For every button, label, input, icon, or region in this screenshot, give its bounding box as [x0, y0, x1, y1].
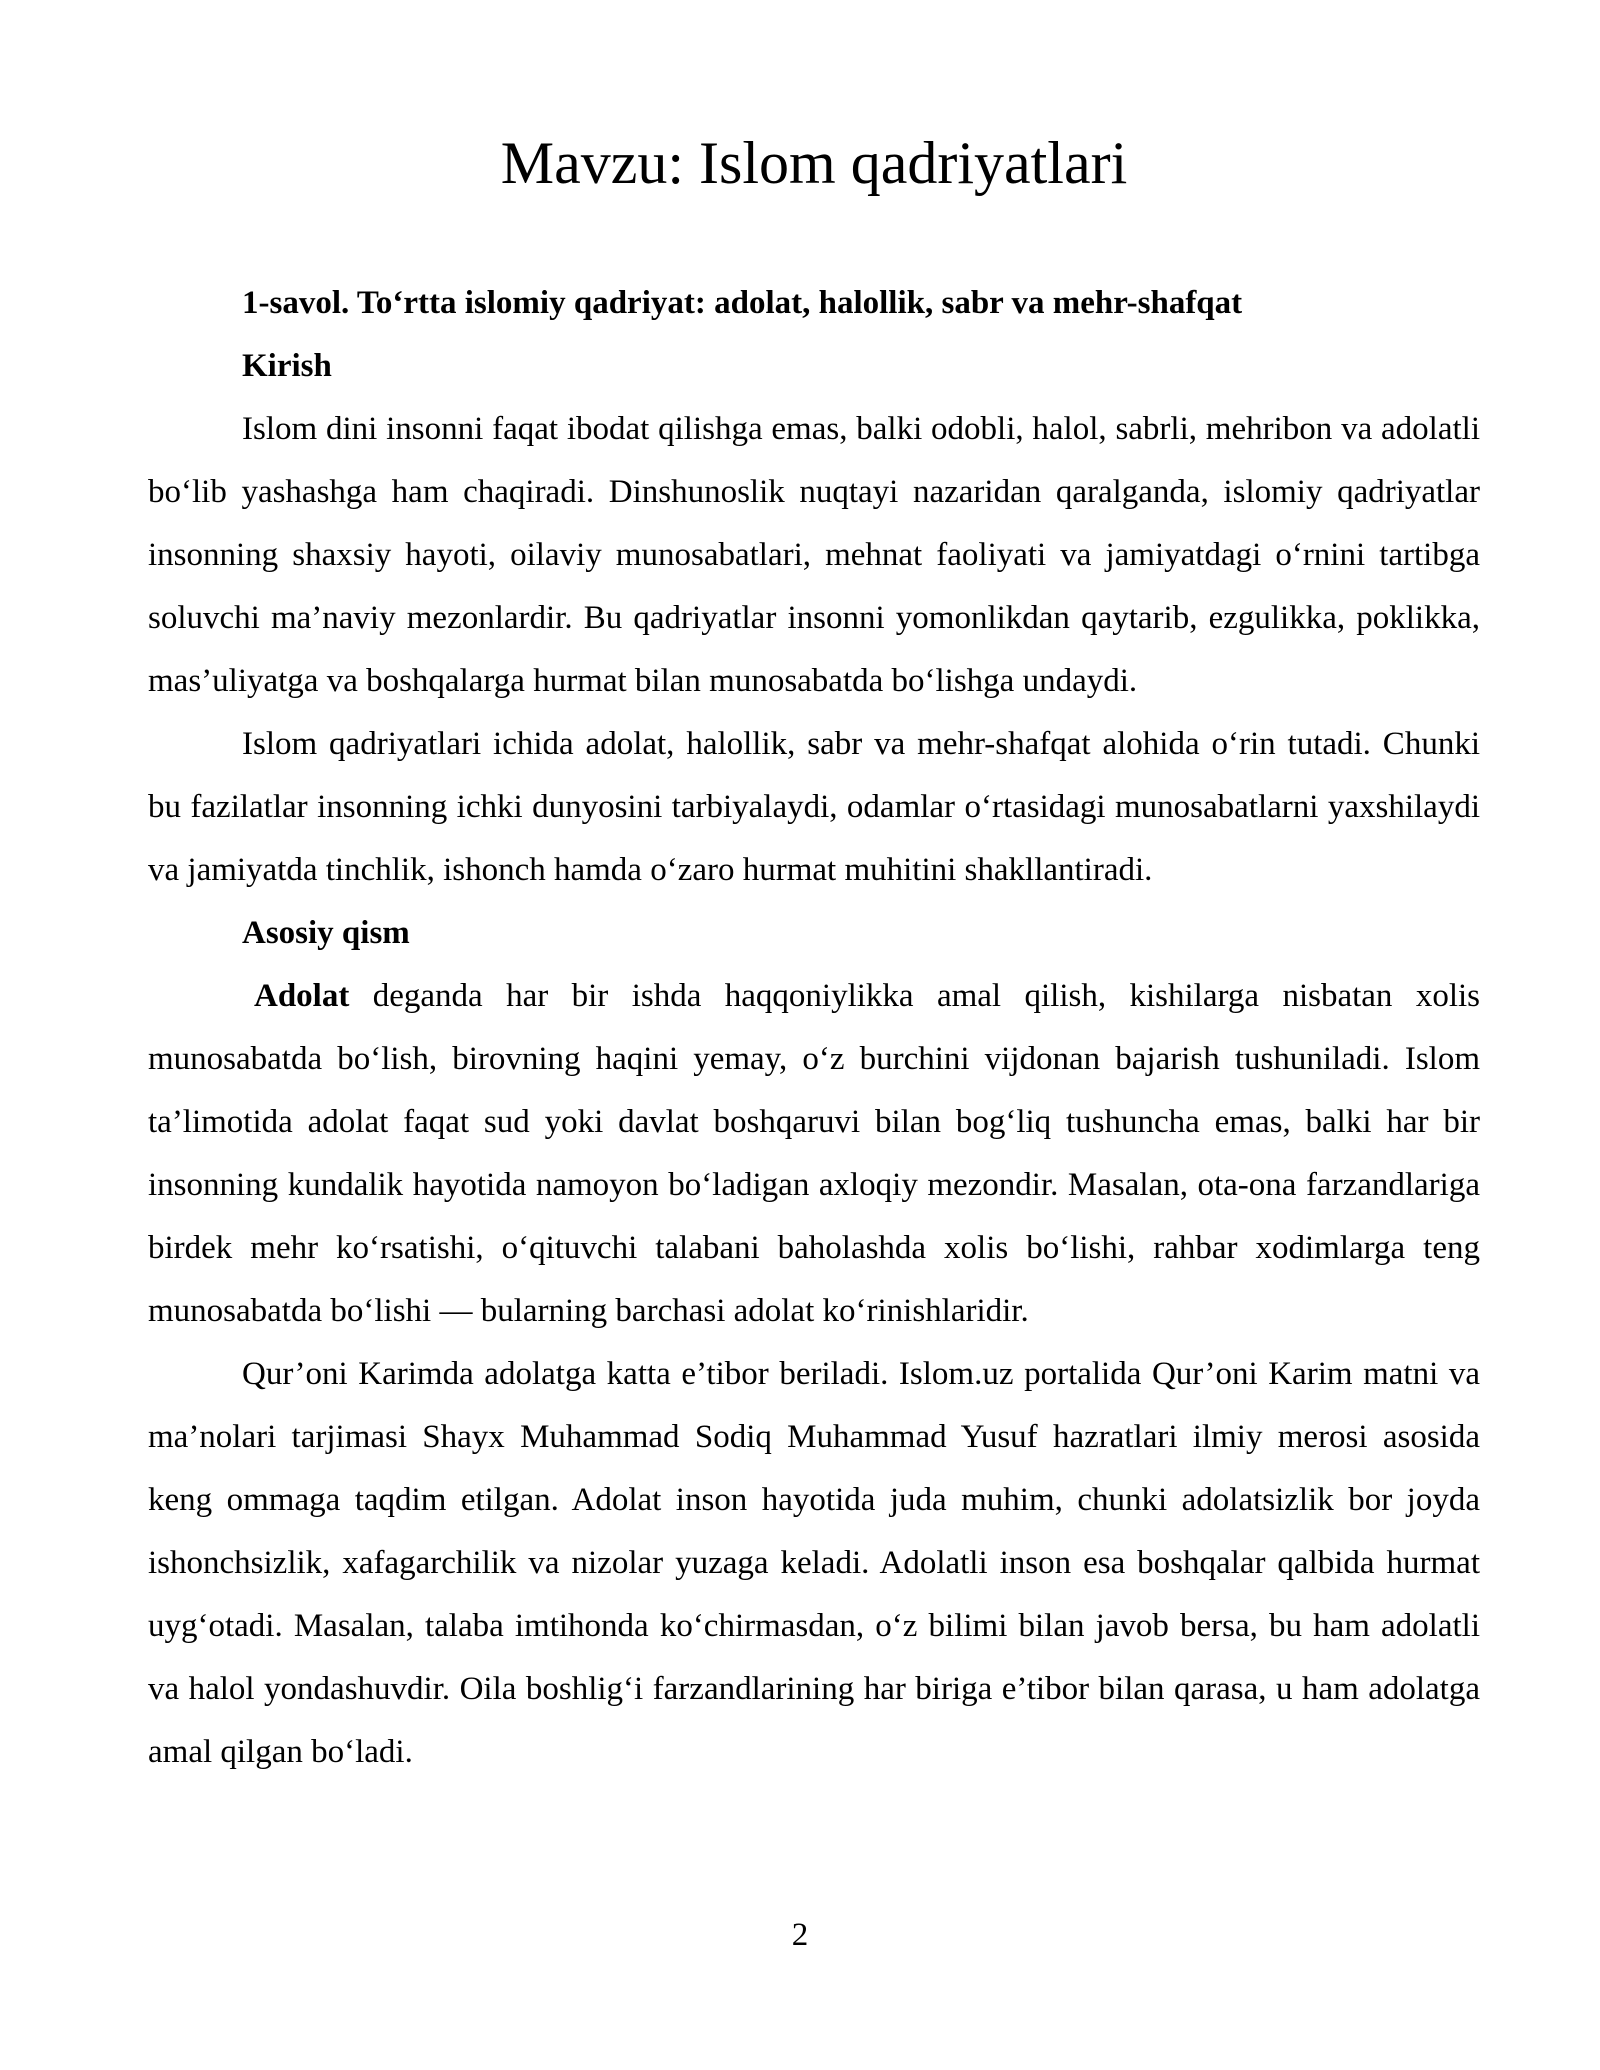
main-heading: Asosiy qism: [242, 915, 410, 951]
page-title: Mavzu: Islom qadriyatlari: [500, 130, 1128, 196]
page-number: 2: [791, 1917, 809, 1953]
quran-paragraph: Qur’oni Karimda adolatga katta e’tibor beriladi. Islom.uz portalida Qur’oni Karim matni va ma’nolari tarjimasi Shayx Muhammad Sodiq Muhammad Yusuf hazratlari ilmiy merosi asosida keng ommaga taqdim etilgan. Adolat inson hayotida juda muhim, chunki adolatsizlik bor joyda ishonchsizlik, xafagarchilik va nizolar yuzaga keladi. Adolatli inson esa boshqalar qalbida hurmat uyg‘otadi. Masalan, talaba imtihonda ko‘chirmasdan, o‘z bilimi bilan javob bersa, bu ham adolatli va halol yondashuvdir. Oila boshlig‘i farzandlarining har biriga e’tibor bilan qarasa, u ham adolatga amal qilgan bo‘ladi.: [148, 1356, 1480, 1770]
adolat-paragraph: [148, 965, 1480, 1343]
adolat-paragraph-text: deganda har bir ishda haqqoniylikka amal qilish, kishilarga nisbatan xolis munosabatda bo‘lish, birovning haqini yemay, o‘z burchini vijdonan bajarish tushuniladi. Islom ta’limotida adolat faqat sud yoki davlat boshqaruvi bilan bog‘liq tushuncha emas, balki har bir insonning kundalik hayotida namoyon bo‘ladigan axloqiy mezondir. Masalan, ota-ona farzandlariga birdek mehr ko‘rsatishi, o‘qituvchi talabani baholashda xolis bo‘lishi, rahbar xodimlarga teng munosabatda bo‘lishi — bularning barchasi adolat ko‘rinishlaridir.: [148, 978, 1480, 1329]
question-heading: 1-savol. To‘rtta islomiy qadriyat: adolat, halollik, sabr va mehr-shafqat: [242, 285, 1243, 321]
intro-paragraph-1: Islom dini insonni faqat ibodat qilishga emas, balki odobli, halol, sabrli, mehribon va adolatli bo‘lib yashashga ham chaqiradi. Dinshunoslik nuqtayi nazaridan qaralganda, islomiy qadriyatlar insonning shaxsiy hayoti, oilaviy munosabatlari, mehnat faoliyati va jamiyatdagi o‘rnini tartibga soluvchi ma’naviy mezonlardir. Bu qadriyatlar insonni yomonlikdan qaytarib, ezgulikka, poklikka, mas’uliyatga va boshqalarga hurmat bilan munosabatda bo‘lishga undaydi.: [148, 411, 1480, 699]
document-body: [148, 272, 1480, 1784]
adolat-term: Adolat: [254, 978, 350, 1014]
intro-paragraph-2: Islom qadriyatlari ichida adolat, halollik, sabr va mehr-shafqat alohida o‘rin tutadi. Chunki bu fazilatlar insonning ichki dunyosini tarbiyalaydi, odamlar o‘rtasidagi munosabatlarni yaxshilaydi va jamiyatda tinchlik, ishonch hamda o‘zaro hurmat muhitini shakllantiradi.: [148, 726, 1480, 888]
intro-heading: Kirish: [242, 348, 332, 384]
